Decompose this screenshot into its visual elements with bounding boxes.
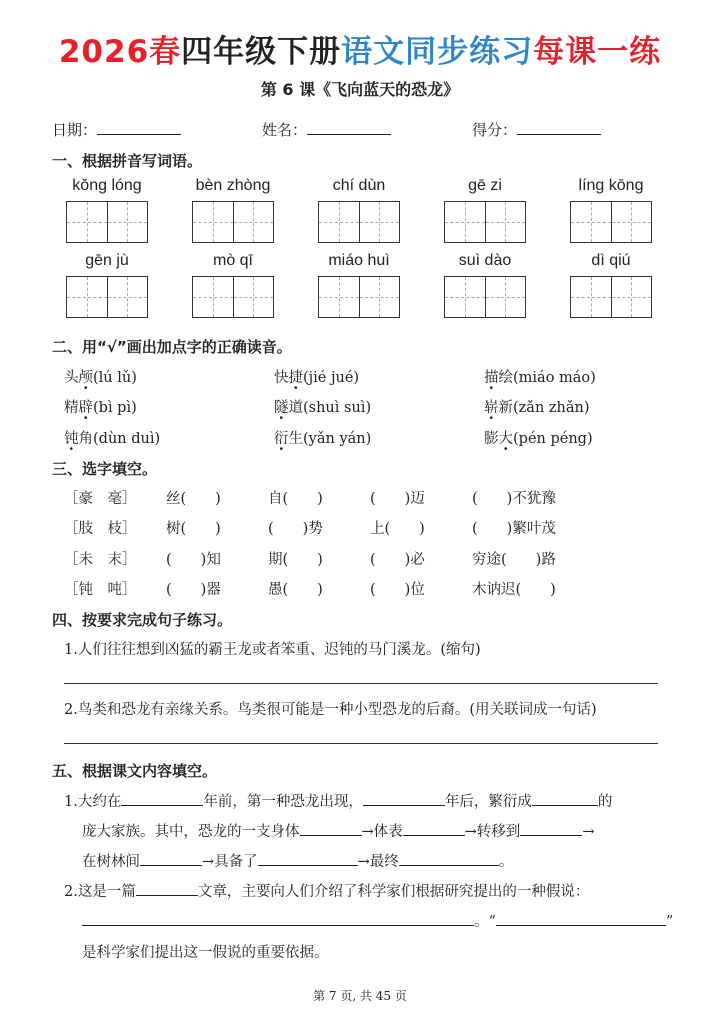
item-text: 绘(miáo máo)	[498, 370, 596, 386]
pronunciation-item[interactable]	[64, 427, 160, 448]
pronunciation-item[interactable]	[484, 396, 590, 417]
item-text: 精	[64, 400, 79, 416]
page-number: 第 7 页, 共 45 页	[313, 989, 407, 1003]
char-choices: ［豪 毫］	[64, 491, 137, 507]
text: 年前，第一种恐龙出现，	[203, 794, 363, 810]
item-text: (jié jué)	[303, 370, 360, 386]
dotted-char: 隧	[274, 400, 289, 416]
blank[interactable]	[140, 850, 202, 866]
pinyin-label: dì qiú	[591, 252, 631, 269]
dotted-char: 辟	[78, 400, 93, 416]
pinyin-label: líng kōng	[578, 177, 644, 194]
fill-blank[interactable]: ( )繁叶茂	[472, 521, 556, 537]
fill-line-4	[64, 880, 589, 901]
text: →	[582, 824, 595, 840]
item-text: 膨	[484, 431, 499, 447]
pronunciation-item[interactable]	[484, 427, 593, 448]
writing-grid[interactable]	[444, 276, 526, 318]
item-text: 快	[274, 370, 289, 386]
fill-blank[interactable]: 木讷迟( )	[472, 582, 556, 598]
fill-blank[interactable]: 愚( )	[268, 582, 323, 598]
text: 庞大家族。其中，恐龙的一支身体	[82, 824, 300, 840]
dotted-char: 捷	[288, 370, 303, 386]
text: 。	[498, 854, 514, 870]
dotted-char: 描	[484, 370, 499, 386]
blank[interactable]	[363, 790, 445, 806]
writing-grid[interactable]	[318, 201, 400, 243]
char-choices: ［未 末］	[64, 552, 137, 568]
text: 文章，主要向人们介绍了科学家们根据研究提出的一种假说：	[197, 884, 590, 900]
blank[interactable]	[399, 850, 499, 866]
writing-grid[interactable]	[192, 201, 274, 243]
name-field[interactable]	[262, 118, 391, 140]
item-text: 生(yǎn yán)	[288, 431, 372, 447]
pronunciation-item[interactable]	[64, 366, 137, 387]
fill-blank[interactable]: 上( )	[370, 521, 425, 537]
title-part4: 每课一练	[533, 34, 662, 70]
pronunciation-item[interactable]	[274, 427, 371, 448]
char-choices: ［钝 吨］	[64, 582, 137, 598]
fill-blank[interactable]: ( )迈	[370, 491, 425, 507]
text: 2.这是一篇	[64, 884, 136, 900]
blank[interactable]	[136, 880, 198, 896]
text: 在树林间	[82, 854, 140, 870]
fill-blank[interactable]: ( )位	[370, 582, 425, 598]
fill-blank[interactable]: ( )知	[166, 552, 221, 568]
text: →体表	[361, 824, 403, 840]
pinyin-label: kǒng lóng	[72, 177, 142, 194]
blank[interactable]	[121, 790, 203, 806]
item-text: 角(dùn duì)	[78, 431, 161, 447]
char-choices: ［肢 枝］	[64, 521, 137, 537]
text: 。“	[474, 914, 496, 930]
name-label: 姓名：	[262, 121, 308, 139]
text: 年后，繁衍成	[444, 794, 532, 810]
fill-blank[interactable]: 自( )	[268, 491, 323, 507]
fill-line-2	[82, 820, 594, 841]
blank[interactable]	[532, 790, 598, 806]
writing-grid[interactable]	[570, 276, 652, 318]
text: →具备了	[202, 854, 258, 870]
section5-heading: 五、根据课文内容填空。	[52, 762, 218, 780]
fill-blank[interactable]: ( )势	[268, 521, 323, 537]
text: 1.大约在	[64, 794, 122, 810]
dotted-char: 钝	[64, 431, 79, 447]
item-text: (lú lǔ)	[93, 370, 137, 386]
fill-line-3	[82, 850, 513, 871]
text: →最终	[357, 854, 399, 870]
section2-heading: 二、用“√”画出加点字的正确读音。	[52, 338, 292, 356]
text: ”	[665, 914, 674, 930]
pronunciation-item[interactable]	[484, 366, 596, 387]
section3-heading: 三、选字填空。	[52, 460, 158, 478]
section4-heading: 四、按要求完成句子练习。	[52, 611, 233, 629]
item-text: (bì pì)	[93, 400, 137, 416]
question-1: 1.人们往往想到凶猛的霸王龙或者笨重、迟钝的马门溪龙。(缩句)	[64, 642, 481, 658]
pronunciation-item[interactable]	[274, 396, 371, 417]
blank[interactable]	[520, 820, 582, 836]
dotted-char: 衍	[274, 431, 289, 447]
lesson-title: 第 6 课《飞向蓝天的恐龙》	[260, 80, 460, 99]
fill-line-5	[82, 910, 673, 931]
answer-line[interactable]	[64, 743, 658, 744]
text: →转移到	[464, 824, 521, 840]
writing-grid[interactable]	[444, 201, 526, 243]
pinyin-label: gēn jù	[85, 252, 129, 269]
fill-blank[interactable]: 树( )	[166, 521, 221, 537]
fill-blank[interactable]: ( )器	[166, 582, 221, 598]
title-part2: 四年级下册	[181, 34, 342, 70]
fill-blank[interactable]: ( )不犹豫	[472, 491, 556, 507]
blank[interactable]	[258, 850, 358, 866]
title-part3: 语文同步练习	[341, 34, 534, 70]
blank[interactable]	[403, 820, 465, 836]
dotted-char: 大	[498, 431, 513, 447]
pinyin-label: mò qī	[212, 252, 253, 269]
pronunciation-item[interactable]	[274, 366, 359, 387]
writing-grid[interactable]	[192, 276, 274, 318]
pinyin-label: suì dào	[458, 252, 512, 269]
writing-grid[interactable]	[570, 201, 652, 243]
fill-line-1	[64, 790, 612, 811]
pinyin-label: chí dùn	[332, 177, 386, 194]
writing-grid[interactable]	[66, 201, 148, 243]
title-part1: 2026春	[58, 34, 182, 70]
pinyin-label: gē zi	[468, 177, 502, 194]
pinyin-label: bèn zhòng	[195, 177, 271, 194]
item-text: 道(shuì suì)	[288, 400, 372, 416]
answer-line[interactable]	[64, 683, 658, 684]
fill-blank[interactable]: 丝( )	[166, 491, 221, 507]
fill-blank[interactable]: 穷途( )路	[472, 552, 556, 568]
fill-blank[interactable]: 期( )	[268, 552, 323, 568]
text: 的	[597, 794, 613, 810]
section1-heading: 一、根据拼音写词语。	[52, 152, 203, 170]
date-field[interactable]	[52, 118, 181, 140]
blank[interactable]	[496, 910, 666, 926]
writing-grid[interactable]	[318, 276, 400, 318]
page-title	[0, 26, 720, 78]
pronunciation-item[interactable]	[64, 396, 137, 417]
dotted-char: 崭	[484, 400, 499, 416]
item-text: 头	[64, 370, 79, 386]
score-label: 得分：	[472, 121, 518, 139]
item-text: 新(zǎn zhǎn)	[498, 400, 590, 416]
pinyin-label: miáo huì	[328, 252, 390, 269]
score-field[interactable]	[472, 118, 601, 140]
blank[interactable]	[82, 910, 474, 926]
fill-line-6: 是科学家们提出这一假说的重要依据。	[82, 945, 329, 961]
blank[interactable]	[300, 820, 362, 836]
fill-blank[interactable]: ( )必	[370, 552, 425, 568]
writing-grid[interactable]	[66, 276, 148, 318]
dotted-char: 颅	[78, 370, 93, 386]
question-2: 2.鸟类和恐龙有亲缘关系。鸟类很可能是一种小型恐龙的后裔。(用关联词成一句话)	[64, 702, 597, 718]
item-text: (pén péng)	[513, 431, 593, 447]
date-label: 日期：	[52, 121, 98, 139]
